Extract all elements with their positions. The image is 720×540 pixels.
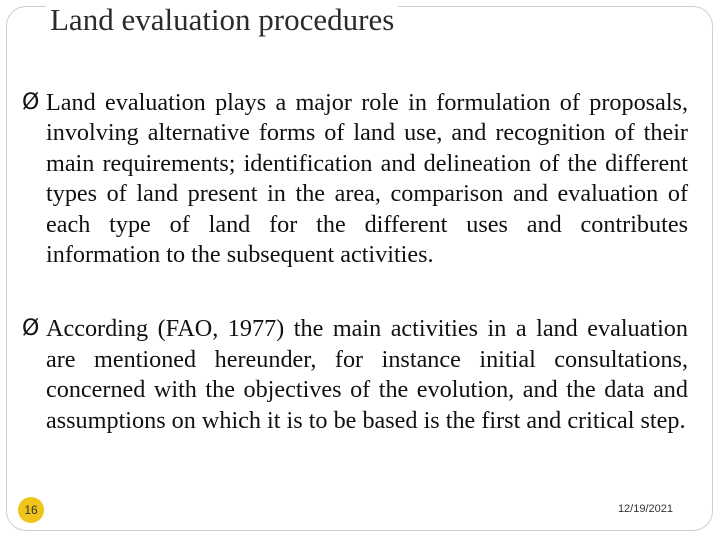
bullet-text: Land evaluation plays a major role in formulation of proposals, involving alternative forms of land use, and recognition of their main requirements; identification and delineation of the different types of land present in the area, comparison and evaluation of each type of land for the different uses and contributes information to the subsequent activities.	[46, 89, 688, 269]
arrow-bullet-icon: Ø	[22, 90, 40, 115]
page-number-badge: 16	[18, 497, 44, 523]
bullet-item	[22, 88, 688, 270]
bullet-item	[22, 314, 688, 436]
arrow-bullet-icon: Ø	[22, 316, 40, 342]
slide-title: Land evaluation procedures	[46, 0, 398, 40]
slide-content	[22, 88, 688, 480]
slide-date: 12/19/2021	[617, 503, 673, 515]
bullet-text: According (FAO, 1977) the main activities in a land evaluation are mentioned hereunder, for instance initial consultations, concerned with the objectives of the evolution, and the data and assumptions on which it is to be based is the first and critical step.	[46, 315, 688, 434]
